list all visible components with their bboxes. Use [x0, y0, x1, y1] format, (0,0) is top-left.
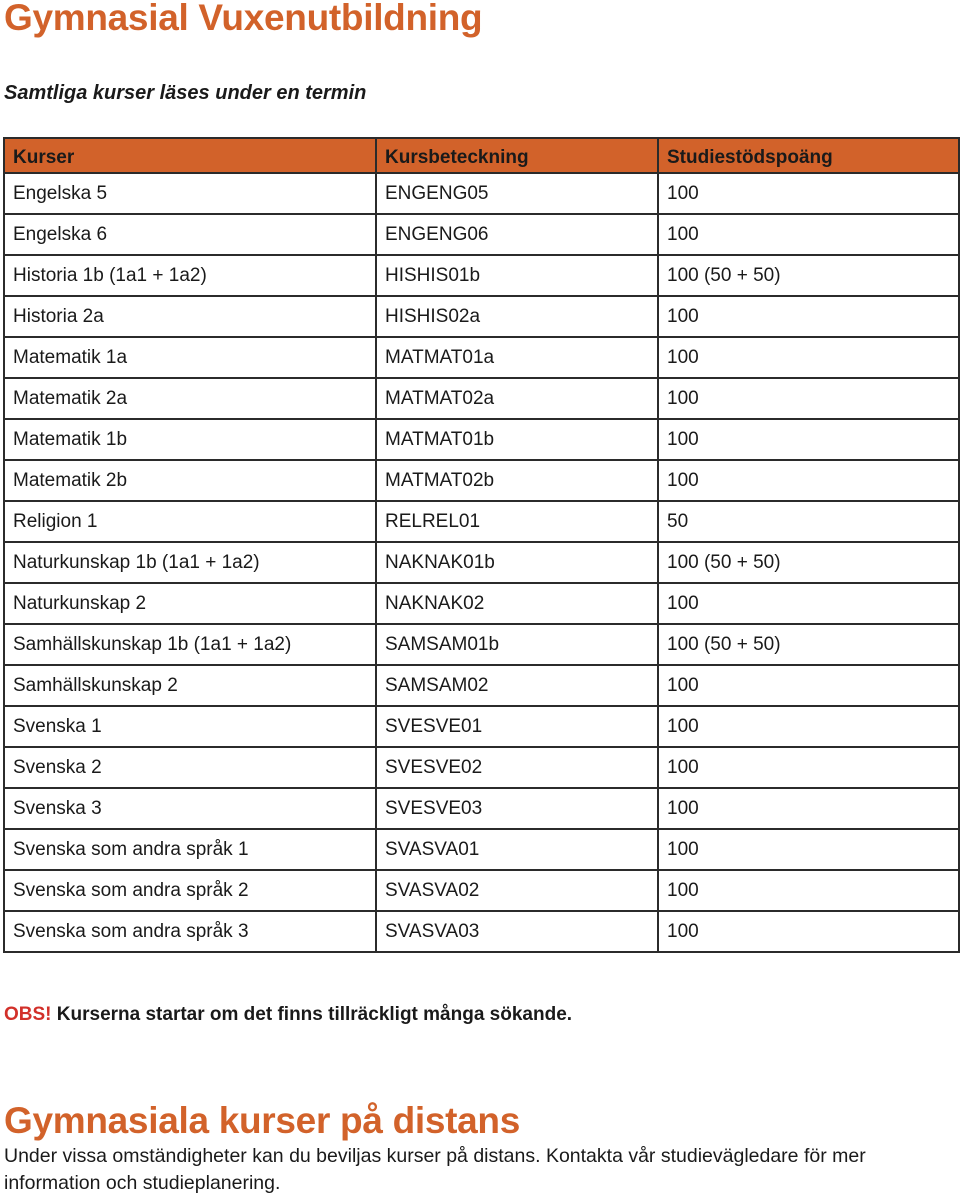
- table-row: [4, 747, 959, 788]
- course-name: Engelska 5: [4, 173, 376, 214]
- course-code: SVESVE01: [376, 706, 658, 747]
- table-row: [4, 501, 959, 542]
- column-header-course-code: Kursbeteckning: [376, 138, 658, 173]
- course-name: Engelska 6: [4, 214, 376, 255]
- course-points: 100: [658, 296, 959, 337]
- course-code: NAKNAK02: [376, 583, 658, 624]
- course-name: Matematik 2b: [4, 460, 376, 501]
- course-code: ENGENG06: [376, 214, 658, 255]
- table-row: [4, 911, 959, 952]
- course-name: Historia 2a: [4, 296, 376, 337]
- distance-section-title: Gymnasiala kurser på distans: [4, 1100, 521, 1141]
- course-code: SVESVE02: [376, 747, 658, 788]
- table-row: [4, 296, 959, 337]
- course-points: 100: [658, 337, 959, 378]
- course-points: 100 (50 + 50): [658, 624, 959, 665]
- column-header-study-points: Studiestödspoäng: [658, 138, 959, 173]
- course-code: RELREL01: [376, 501, 658, 542]
- course-points: 100 (50 + 50): [658, 255, 959, 296]
- course-code: MATMAT01a: [376, 337, 658, 378]
- course-code: HISHIS01b: [376, 255, 658, 296]
- course-points: 100 (50 + 50): [658, 542, 959, 583]
- course-points: 100: [658, 747, 959, 788]
- course-name: Matematik 2a: [4, 378, 376, 419]
- course-points: 100: [658, 665, 959, 706]
- notice-text: [4, 1004, 572, 1026]
- course-points: 50: [658, 501, 959, 542]
- course-name: Naturkunskap 2: [4, 583, 376, 624]
- page-title: Gymnasial Vuxenutbildning: [4, 0, 483, 38]
- table-row: [4, 624, 959, 665]
- course-name: Samhällskunskap 2: [4, 665, 376, 706]
- course-points: 100: [658, 460, 959, 501]
- table-row: [4, 460, 959, 501]
- distance-section-text: Under vissa omständigheter kan du beviljas kurser på distans. Kontakta vår studievägledare för mer information och studieplanering.: [4, 1145, 866, 1194]
- course-code: MATMAT02a: [376, 378, 658, 419]
- course-name: Svenska som andra språk 1: [4, 829, 376, 870]
- course-code: NAKNAK01b: [376, 542, 658, 583]
- table-row: [4, 173, 959, 214]
- course-points: 100: [658, 911, 959, 952]
- table-row: [4, 706, 959, 747]
- course-code: ENGENG05: [376, 173, 658, 214]
- course-name: Svenska 1: [4, 706, 376, 747]
- notice-body: Kurserna startar om det finns tillräckligt många sökande.: [51, 1004, 573, 1025]
- table-row: [4, 788, 959, 829]
- course-name: Svenska 3: [4, 788, 376, 829]
- table-row: [4, 542, 959, 583]
- course-name: Matematik 1b: [4, 419, 376, 460]
- course-code: SVASVA01: [376, 829, 658, 870]
- table-row: [4, 665, 959, 706]
- course-code: SVASVA02: [376, 870, 658, 911]
- table-header-row: [4, 138, 959, 173]
- course-name: Svenska som andra språk 3: [4, 911, 376, 952]
- course-points: 100: [658, 419, 959, 460]
- table-row: [4, 829, 959, 870]
- course-points: 100: [658, 788, 959, 829]
- course-points: 100: [658, 583, 959, 624]
- column-header-courses: Kurser: [4, 138, 376, 173]
- course-points: 100: [658, 829, 959, 870]
- course-name: Svenska 2: [4, 747, 376, 788]
- course-code: MATMAT01b: [376, 419, 658, 460]
- courses-table: [3, 137, 960, 953]
- course-code: SAMSAM01b: [376, 624, 658, 665]
- course-code: SVASVA03: [376, 911, 658, 952]
- page-subtitle: Samtliga kurser läses under en termin: [4, 82, 367, 104]
- course-name: Matematik 1a: [4, 337, 376, 378]
- table-row: [4, 583, 959, 624]
- table-row: [4, 378, 959, 419]
- course-points: 100: [658, 214, 959, 255]
- course-points: 100: [658, 378, 959, 419]
- course-code: HISHIS02a: [376, 296, 658, 337]
- notice-prefix: OBS!: [4, 1004, 52, 1025]
- course-name: Samhällskunskap 1b (1a1 + 1a2): [4, 624, 376, 665]
- course-points: 100: [658, 870, 959, 911]
- course-name: Historia 1b (1a1 + 1a2): [4, 255, 376, 296]
- table-row: [4, 419, 959, 460]
- course-name: Religion 1: [4, 501, 376, 542]
- course-points: 100: [658, 706, 959, 747]
- course-name: Naturkunskap 1b (1a1 + 1a2): [4, 542, 376, 583]
- table-row: [4, 255, 959, 296]
- course-code: MATMAT02b: [376, 460, 658, 501]
- table-row: [4, 337, 959, 378]
- table-row: [4, 214, 959, 255]
- course-code: SAMSAM02: [376, 665, 658, 706]
- course-name: Svenska som andra språk 2: [4, 870, 376, 911]
- course-points: 100: [658, 173, 959, 214]
- table-row: [4, 870, 959, 911]
- course-code: SVESVE03: [376, 788, 658, 829]
